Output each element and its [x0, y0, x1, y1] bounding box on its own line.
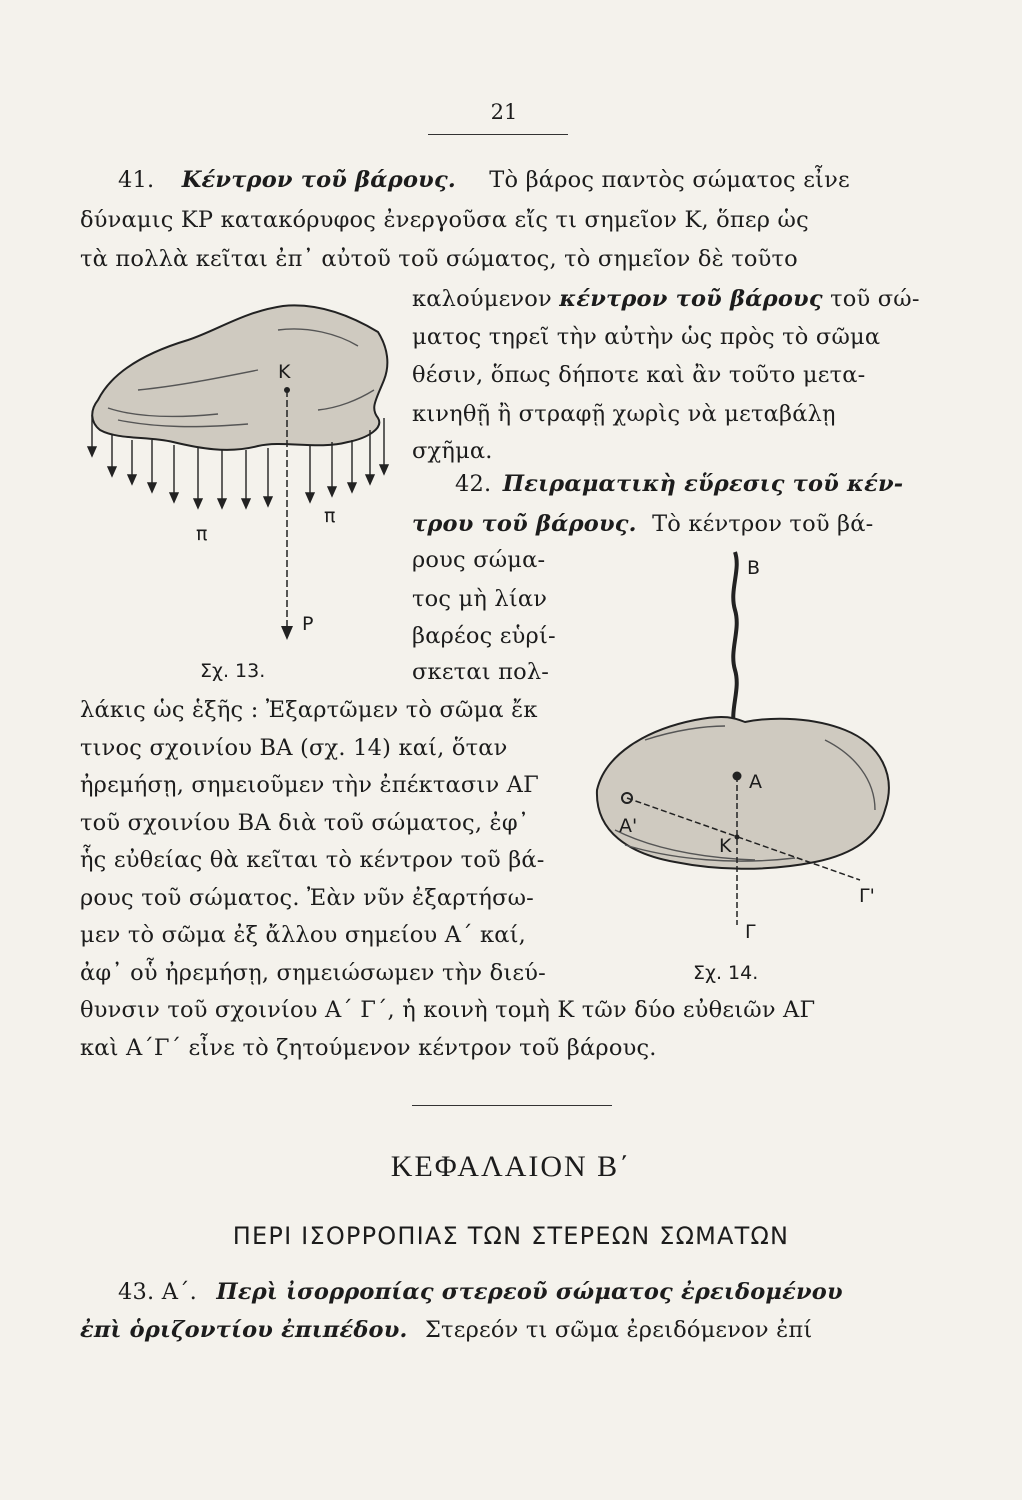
figure-14-label-G-prime: Γ' [859, 885, 875, 907]
section-43-line-1 [118, 1278, 843, 1306]
chapter-title: ΚΕΦΑΛΑΙΟΝ Β΄ [390, 1150, 632, 1183]
figure-14-point-A [733, 772, 742, 781]
line-4-prefix: καλούμενον [412, 286, 552, 312]
figure-14-caption: Σχ. 14. [693, 962, 759, 984]
section-41-wrap-line-2: θέσιν, ὅπως δήποτε καὶ ἂν τοῦτο μετα- [412, 362, 866, 388]
section-41-line-4 [412, 285, 920, 313]
section-43-line-2 [80, 1316, 812, 1344]
section-41-line-2: δύναμις ΚΡ κατακόρυφος ἐνεργοῦσα εἴς τι σημεῖον Κ, ὅπερ ὡς [80, 207, 809, 233]
chapter-subtitle: ΠΕΡΙ ΙΣΟΡΡΟΠΙΑΣ ΤΩΝ ΣΤΕΡΕΩΝ ΣΩΜΑΤΩΝ [232, 1222, 790, 1250]
section-41-wrap-line-1: ματος τηρεῖ τὴν αὐτὴν ὡς πρὸς τὸ σῶμα [412, 324, 881, 350]
section-42-title-2: τρου τοῦ βάρους. [412, 511, 637, 537]
header-rule [428, 134, 568, 135]
section-43-title-1: Περὶ ἰσορροπίας στερεοῦ σώματος ἐρειδομένου [216, 1279, 843, 1305]
section-42-line-5: ἠρεμήσῃ, σημειοῦμεν τὴν ἐπέκτασιν ΑΓ [80, 772, 539, 798]
section-41-line-3: τὰ πολλὰ κεῖται ἐπ᾽ αὐτοῦ τοῦ σώματος, τὸ σημεῖον δὲ τοῦτο [80, 246, 798, 272]
section-43-title-2: ἐπὶ ὁριζοντίου ἐπιπέδου. [80, 1317, 408, 1343]
figure-14-point-K [735, 835, 740, 840]
section-42-line-2 [412, 510, 873, 538]
section-42-line-4: τινος σχοινίου ΒΑ (σχ. 14) καί, ὅταν [80, 735, 508, 761]
page-number: 21 [490, 100, 518, 124]
figure-14-label-A-prime: A' [619, 815, 638, 837]
section-42-after-title: Τὸ κέντρον τοῦ βά- [652, 511, 874, 537]
figure-13-label-P: P [302, 613, 314, 635]
section-42-narrow-3: βαρέος εὑρί- [412, 623, 556, 649]
section-41-wrap-line-4: σχῆμα. [412, 438, 493, 464]
chapter-rule [412, 1105, 612, 1106]
figure-14-body [597, 717, 889, 869]
section-41-title: Κέντρον τοῦ βάρους. [181, 167, 456, 193]
figure-13-caption: Σχ. 13. [200, 660, 266, 682]
figure-14-label-A: A [749, 771, 762, 793]
section-42-line-9: μεν τὸ σῶμα ἐξ ἄλλου σημείου Α΄ καί, [80, 922, 527, 948]
figure-13-label-pi-right: π [324, 505, 336, 527]
line-4-suffix: τοῦ σώ- [830, 286, 920, 312]
figure-13-body [92, 305, 387, 449]
section-42-line-12: καὶ Α΄Γ΄ εἶνε τὸ ζητούμενον κέντρον τοῦ βάρους. [80, 1035, 657, 1061]
section-42-narrow-4: σκεται πολ- [412, 659, 550, 685]
figure-13 [78, 290, 408, 670]
section-41-number: 41. [118, 167, 155, 193]
section-42-line-3: λάκις ὡς ἑξῆς : Ἐξαρτῶμεν τὸ σῶμα ἔκ [80, 697, 538, 723]
section-42-narrow-1: ρους σώμα- [412, 547, 546, 573]
section-42-line-11: θυνσιν τοῦ σχοινίου Α΄ Γ΄, ἡ κοινὴ τομὴ Κ τῶν δύο εὐθειῶν ΑΓ [80, 997, 816, 1023]
section-41-wrap-line-3: κινηθῇ ἢ στραφῇ χωρὶς νὰ μεταβάλῃ [412, 401, 836, 427]
figure-13-label-K: K [278, 361, 291, 383]
section-42-narrow-2: τος μὴ λίαν [412, 586, 548, 612]
figure-13-weight-arrowhead [281, 626, 293, 640]
section-42-line-10: ἀφ᾽ οὗ ἠρεμήσῃ, σημειώσωμεν τὴν διεύ- [80, 960, 546, 986]
figure-14-label-K: K [719, 835, 732, 857]
section-41-text: Τὸ βάρος παντὸς σώματος εἶνε [489, 167, 850, 193]
section-43-after-title: Στερεόν τι σῶμα ἐρειδόμενον ἐπί [424, 1317, 813, 1343]
line-4-italic: κέντρον τοῦ βάρους [559, 286, 823, 312]
figure-13-center-point [284, 387, 290, 393]
section-42-number: 42. [455, 471, 492, 497]
section-42-line-8: ρους τοῦ σώματος. Ἐὰν νῦν ἐξαρτήσω- [80, 885, 534, 911]
section-42-title-1: Πειραματικὴ εὕρεσις τοῦ κέν- [502, 471, 904, 497]
section-41-line-1 [118, 166, 850, 194]
figure-14 [585, 540, 905, 950]
section-42-line-1 [455, 470, 903, 498]
section-42-line-7: ἧς εὐθείας θὰ κεῖται τὸ κέντρον τοῦ βά- [80, 847, 545, 873]
figure-13-label-pi-left: π [196, 523, 208, 545]
figure-14-label-B: B [747, 557, 761, 579]
figure-14-label-G: Γ [745, 921, 756, 943]
section-43-number: 43. Α΄. [118, 1279, 197, 1305]
section-42-line-6: τοῦ σχοινίου ΒΑ διὰ τοῦ σώματος, ἐφ᾽ [80, 810, 530, 836]
